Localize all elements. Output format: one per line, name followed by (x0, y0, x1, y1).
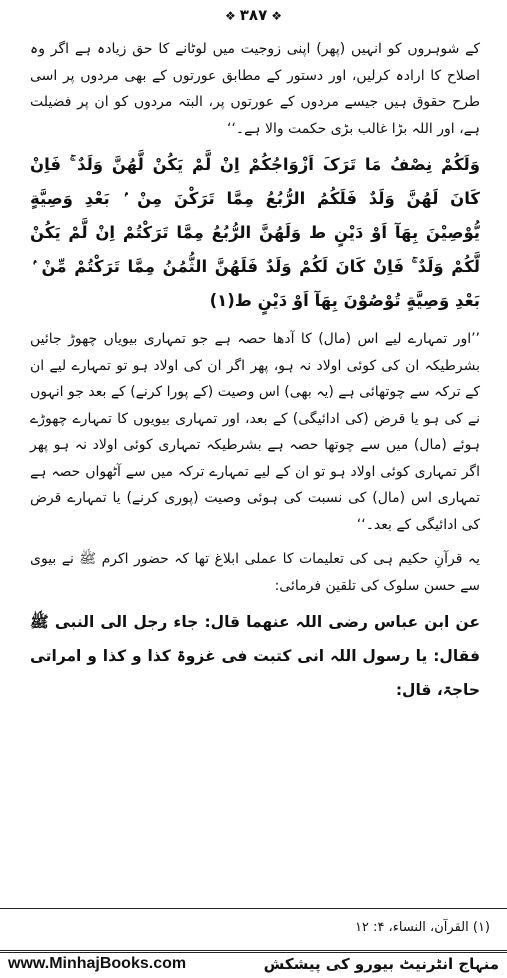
urdu-translation: ’’اور تمہارے لیے اس (مال) کا آدھا حصہ ہے جو تمہاری بیویاں چھوڑ جائیں بشرطیکہ ان کی کوئی اولاد نہ ہو، پھر اگر ان کی اولاد ہو تو تمہارے لیے ان کے ترکہ سے چوتھائی ہے (یہ بھی) اس وصیت (کے پورا کرنے) کے بعد جو انہوں نے کی ہو یا قرض (کی ادائیگی) کے بعد، اور تمہاری بیویوں کا تمہارے چھوڑے ہوئے (مال) میں سے چوتھا حصہ ہے بشرطیکہ تمہاری کوئی اولاد نہ ہو پھر اگر تمہاری کوئی اولاد ہو تو ان کے لیے تمہارے ترکہ میں سے آٹھواں حصہ ہے تمہاری اس (مال) کی نسبت کی ہوئی وصیت (پوری کرنے) یا تمہارے قرض کی ادائیگی کے بعد۔‘‘ (30, 331, 480, 533)
footer-presenter: منہاج انٹرنیٹ بیورو کی پیشکش (263, 955, 499, 973)
urdu-paragraph-1: کے شوہروں کو انہیں (پھر) اپنی زوجیت میں لوٹانے کا حق زیادہ ہے اگر وہ اصلاح کا ارادہ کرلیں، اور دستور کے مطابق عورتوں کے بھی مردوں پر اسی طرح حقوق ہیں جیسے مردوں کے عورتوں پر، البتہ مردوں کو ان پر فضیلت ہے، اور اللہ بڑا غالب بڑی حکمت والا ہے۔‘‘ (30, 41, 480, 137)
urdu-intro-paragraph: یہ قرآنِ حکیم ہی کی تعلیمات کا عملی ابلاغ تھا کہ حضور اکرم ﷺ نے بیوی سے حسن سلوک کی تلقین فرمائی: (30, 551, 480, 594)
footnote: (۱) القرآن، النساء، ۴: ۱۲ (354, 920, 490, 935)
ornament-right-icon: ❖ (271, 9, 282, 23)
footer-url-link[interactable]: www.MinhajBooks.com (8, 955, 187, 972)
page-number (0, 6, 507, 24)
quran-verse: وَلَکُمْ نِصْفُ مَا تَرَکَ اَزْوَاجُکُمْ اِنْ لَّمْ یَکُنْ لَّهُنَّ وَلَدٌ ۚ فَاِنْ کَانَ لَهُنَّ وَلَدٌ فَلَکُمُ الرُّبُعُ مِمَّا تَرَکْنَ مِنْ ۢ بَعْدِ وَصِیَّةٍ یُّوْصِیْنَ بِهَآ اَوْ دَیْنٍ ط وَلَهُنَّ الرُّبُعُ مِمَّا تَرَکْتُمْ اِنْ لَّمْ یَکُنْ لَّکُمْ وَلَدٌ ۚ فَاِنْ کَانَ لَکُمْ وَلَدٌ فَلَهُنَّ الثُّمُنُ مِمَّا تَرَکْتُمْ مِّنْ ۢ بَعْدِ وَصِیَّةٍ تُوْصُوْنَ بِهَآ اَوْ دَیْنٍ ط(۱) (30, 155, 480, 310)
footer-divider (0, 950, 507, 953)
page-number-text: ۳۸۷ (239, 6, 268, 24)
page-body (30, 36, 480, 713)
page-footer (0, 955, 507, 977)
hadith-text: عن ابن عباس رضی اللہ عنھما قال: جاء رجل الی النبی ﷺ فقال: یا رسول اللہ انی کتبت فی غزوۃ کذا و کذا و امراتی حاجۃ، قال: (30, 613, 480, 699)
footnote-divider (0, 908, 507, 909)
ornament-left-icon: ❖ (225, 9, 236, 23)
